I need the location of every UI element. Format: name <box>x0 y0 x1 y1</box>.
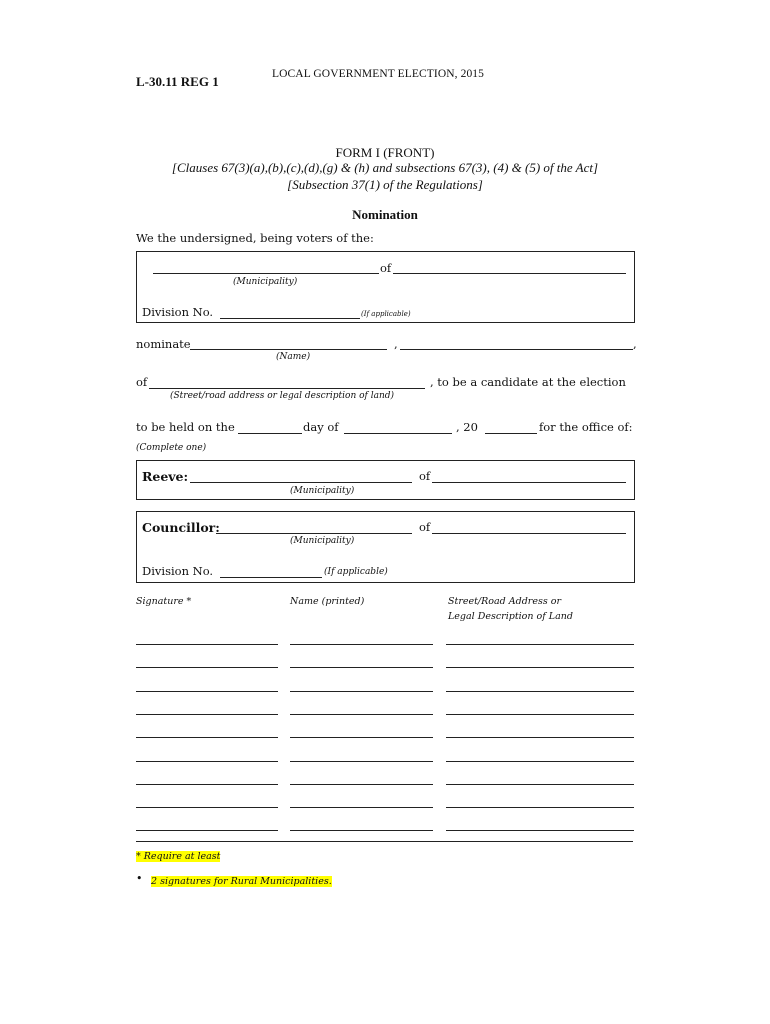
table-end-rule <box>136 841 633 842</box>
held-on-label: to be held on the <box>136 420 235 434</box>
complete-one-note: (Complete one) <box>136 443 207 453</box>
name-printed-line[interactable] <box>290 644 433 645</box>
subsection-reference: [Subsection 37(1) of the Regulations] <box>287 177 483 192</box>
of-address-label: of <box>136 375 148 389</box>
bullet-item <box>151 873 332 888</box>
bullet-icon: • <box>136 872 143 885</box>
signature-line[interactable] <box>136 667 278 668</box>
name-printed-line[interactable] <box>290 691 433 692</box>
councillor-caption: (Municipality) <box>290 536 355 546</box>
signature-line[interactable] <box>136 761 278 762</box>
division-label: Division No. <box>142 305 214 319</box>
address-header-line1: Street/Road Address or <box>448 596 561 607</box>
councillor-municipality-field[interactable] <box>432 533 626 534</box>
name-printed-line[interactable] <box>290 761 433 762</box>
councillor-name-field[interactable] <box>216 533 412 534</box>
clauses-reference: [Clauses 67(3)(a),(b),(c),(d),(g) & (h) and subsections 67(3), (4) & (5) of the Act] <box>171 160 599 175</box>
name-printed-line[interactable] <box>290 667 433 668</box>
form-title: FORM I (FRONT) <box>335 145 435 160</box>
reeve-label: Reeve: <box>142 469 189 484</box>
name-printed-line[interactable] <box>290 714 433 715</box>
reeve-box <box>136 460 635 500</box>
nominee-name-field-2[interactable] <box>400 349 633 350</box>
of-label: of <box>380 261 392 275</box>
name-caption: (Name) <box>276 352 311 362</box>
municipality-of-field[interactable] <box>393 273 626 274</box>
name-printed-header: Name (printed) <box>290 596 365 607</box>
year-label: , 20 <box>456 420 478 434</box>
election-title: LOCAL GOVERNMENT ELECTION, 2015 <box>272 68 484 80</box>
signature-line[interactable] <box>136 830 278 831</box>
reeve-of-label: of <box>419 469 431 483</box>
day-field[interactable] <box>238 433 302 434</box>
name-printed-line[interactable] <box>290 807 433 808</box>
office-of-label: for the office of: <box>539 420 633 434</box>
day-of-label: day of <box>303 420 339 434</box>
require-note <box>136 848 220 863</box>
municipality-field[interactable] <box>153 273 379 274</box>
nominee-name-field[interactable] <box>190 349 387 350</box>
reeve-municipality-field[interactable] <box>432 482 626 483</box>
reeve-name-field[interactable] <box>190 482 412 483</box>
candidate-text: , to be a candidate at the election <box>430 375 626 389</box>
address-header-line2: Legal Description of Land <box>448 611 573 622</box>
require-text: * Require at least <box>136 851 221 862</box>
name-printed-line[interactable] <box>290 737 433 738</box>
comma: , <box>394 337 398 351</box>
intro-text: We the undersigned, being voters of the: <box>136 231 374 245</box>
month-field[interactable] <box>344 433 452 434</box>
address-line[interactable] <box>446 807 634 808</box>
signature-line[interactable] <box>136 737 278 738</box>
address-line[interactable] <box>446 644 634 645</box>
municipality-caption: (Municipality) <box>233 277 298 287</box>
councillor-if-applicable: (If applicable) <box>324 567 388 577</box>
signature-line[interactable] <box>136 691 278 692</box>
trailing-comma: , <box>633 337 637 351</box>
councillor-label: Councillor: <box>142 520 220 535</box>
councillor-division-label: Division No. <box>142 564 214 578</box>
address-field[interactable] <box>149 388 425 389</box>
address-caption: (Street/road address or legal description of land) <box>170 391 395 401</box>
address-line[interactable] <box>446 761 634 762</box>
address-line[interactable] <box>446 667 634 668</box>
signature-line[interactable] <box>136 784 278 785</box>
address-line[interactable] <box>446 737 634 738</box>
year-field[interactable] <box>485 433 537 434</box>
address-line[interactable] <box>446 784 634 785</box>
signature-line[interactable] <box>136 807 278 808</box>
address-line[interactable] <box>446 691 634 692</box>
address-line[interactable] <box>446 830 634 831</box>
councillor-of-label: of <box>419 520 431 534</box>
address-line[interactable] <box>446 714 634 715</box>
councillor-division-field[interactable] <box>220 577 322 578</box>
nominate-label: nominate <box>136 337 191 351</box>
nomination-heading: Nomination <box>352 207 418 222</box>
if-applicable-note: (If applicable) <box>361 310 411 318</box>
name-printed-line[interactable] <box>290 830 433 831</box>
signature-line[interactable] <box>136 644 278 645</box>
name-printed-line[interactable] <box>290 784 433 785</box>
signature-header: Signature * <box>136 596 192 607</box>
regulation-number: L-30.11 REG 1 <box>136 74 219 89</box>
division-field[interactable] <box>220 318 360 319</box>
reeve-caption: (Municipality) <box>290 486 355 496</box>
bullet-text: 2 signatures for Rural Municipalities. <box>151 876 332 887</box>
signature-line[interactable] <box>136 714 278 715</box>
